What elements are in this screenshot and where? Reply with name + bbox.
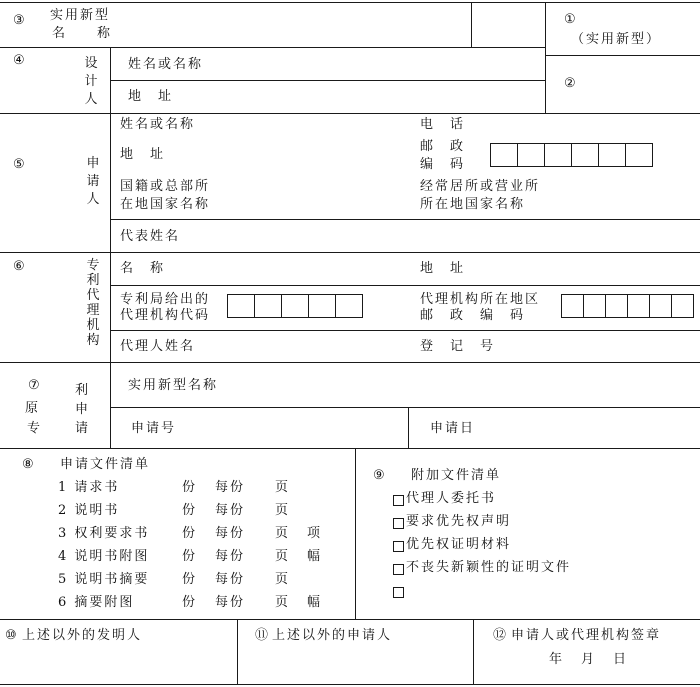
doc-list-item-label: 2 说明书 [58, 503, 120, 518]
agency-region-label-2: 邮 政 编 码 [420, 308, 526, 323]
other-inventors-field[interactable]: 上述以外的发明人 [22, 628, 143, 643]
rule-agency-1 [110, 285, 700, 286]
doc-list-item-pages: 页 [275, 572, 291, 587]
rule-applicant-label [110, 113, 111, 252]
checkbox[interactable] [393, 495, 404, 506]
section7-label-li: 利 [75, 383, 91, 398]
rule-below-applicant [0, 252, 700, 253]
checkbox[interactable] [393, 587, 404, 598]
agency-code-boxes[interactable] [227, 294, 363, 318]
doc-list-item-copies: 份 [182, 572, 198, 587]
doc-list-item-each: 每份 [215, 595, 246, 610]
signature-date[interactable]: 年 月 日 [549, 652, 630, 667]
agency-region-label-1: 代理机构所在地区 [420, 292, 541, 307]
rule-agency-2 [110, 330, 700, 331]
code-divider [335, 295, 336, 317]
applicant-residence-line2: 所在地国家名称 [420, 197, 526, 212]
section8-title: 申请文件清单 [60, 457, 151, 472]
doc-list-item-pages: 页 [275, 503, 291, 518]
agency-postal-code-boxes[interactable] [561, 294, 694, 318]
applicant-nationality-line2: 在地国家名称 [120, 197, 211, 212]
rule-original-label [110, 362, 111, 448]
code-divider [308, 295, 309, 317]
section11-number: ⑪ [255, 628, 269, 643]
doc-list-item-each: 每份 [215, 503, 246, 518]
checkbox[interactable] [393, 541, 404, 552]
doc-list-item-copies: 份 [182, 549, 198, 564]
section7-label-shen: 申 [75, 402, 91, 417]
applicant-nationality-line1: 国籍或总部所 [120, 179, 211, 194]
original-app-number-field[interactable]: 申请号 [131, 421, 177, 436]
agent-name-field[interactable]: 代理人姓名 [120, 339, 196, 354]
applicant-postal-code-boxes[interactable] [490, 143, 653, 167]
doc-list-item-each: 每份 [215, 549, 246, 564]
rule-agency-label [110, 252, 111, 362]
section6-number: ⑥ [13, 259, 25, 274]
agency-code-label-1: 专利局给出的 [120, 292, 211, 307]
section3-label-line1: 实用新型 [50, 8, 111, 23]
postal-divider [605, 295, 606, 317]
section12-number: ⑫ [493, 628, 507, 643]
postal-divider [544, 144, 545, 166]
rule-below-designer [0, 113, 700, 114]
rule-designer-label [110, 47, 111, 113]
doc-list-item-label: 3 权利要求书 [58, 526, 150, 541]
bottom-border [0, 684, 700, 685]
agent-registration-field[interactable]: 登 记 号 [420, 339, 496, 354]
other-applicants-field[interactable]: 上述以外的申请人 [272, 628, 393, 643]
agency-address-field[interactable]: 地 址 [420, 261, 466, 276]
section1-number: ① [564, 12, 576, 27]
applicant-name-field[interactable]: 姓名或名称 [120, 117, 196, 132]
doc-list-item-pages: 页 [275, 480, 291, 495]
designer-address-field[interactable]: 地 址 [128, 89, 174, 104]
doc-list-item-each: 每份 [215, 480, 246, 495]
postal-divider [627, 295, 628, 317]
rule-above-footer [0, 619, 700, 620]
applicant-address-field[interactable]: 地 址 [120, 147, 166, 162]
doc-list-item-pages: 页 [275, 595, 291, 610]
section7-label-qing: 请 [75, 421, 91, 436]
doc-list-item-label: 6 摘要附图 [58, 595, 135, 610]
code-divider [254, 295, 255, 317]
applicant-phone-field[interactable]: 电 话 [420, 117, 466, 132]
rule-footer-split-1 [237, 619, 238, 684]
applicant-representative-field[interactable]: 代表姓名 [120, 229, 181, 244]
section3-label-line2: 名 称 [52, 26, 113, 41]
doc-list-item-copies: 份 [182, 526, 198, 541]
additional-doc-label: 代理人委托书 [406, 491, 497, 506]
applicant-postal-label-1: 邮 政 [420, 139, 466, 154]
rule-original-split [408, 407, 409, 448]
code-divider [281, 295, 282, 317]
rule-box1-bottom [545, 55, 700, 56]
doc-list-item-copies: 份 [182, 480, 198, 495]
original-app-date-field[interactable]: 申请日 [430, 421, 476, 436]
rule-below-title [0, 47, 545, 48]
doc-list-item-copies: 份 [182, 595, 198, 610]
additional-doc-label: 优先权证明材料 [406, 537, 512, 552]
postal-divider [598, 144, 599, 166]
doc-list-item-extra: 项 [307, 526, 323, 541]
postal-divider [625, 144, 626, 166]
doc-list-item-each: 每份 [215, 526, 246, 541]
postal-divider [571, 144, 572, 166]
doc-list-item-extra: 幅 [307, 549, 323, 564]
section5-vertical-label: 申请人 [86, 156, 100, 207]
signature-field[interactable]: 申请人或代理机构签章 [511, 628, 662, 643]
doc-list-item-pages: 页 [275, 549, 291, 564]
postal-divider [671, 295, 672, 317]
section4-number: ④ [13, 53, 25, 68]
section6-vertical-label: 专利代理机构 [86, 258, 100, 348]
section2-number: ② [564, 76, 576, 91]
applicant-residence-line1: 经常居所或营业所 [420, 179, 541, 194]
section10-number: ⑩ [5, 628, 17, 643]
designer-name-field[interactable]: 姓名或名称 [128, 57, 204, 72]
rule-below-agency [0, 362, 700, 363]
additional-doc-label: 要求优先权声明 [406, 514, 512, 529]
postal-divider [517, 144, 518, 166]
section9-number: ⑨ [373, 468, 385, 483]
section9-title: 附加文件清单 [411, 468, 502, 483]
doc-list-item-label: 1 请求书 [58, 480, 120, 495]
section1-text: （实用新型） [571, 32, 662, 47]
applicant-postal-label-2: 编 码 [420, 157, 466, 172]
top-border [0, 2, 700, 3]
postal-divider [649, 295, 650, 317]
doc-list-item-label: 4 说明书附图 [58, 549, 150, 564]
rule-right-column [545, 2, 546, 113]
section5-number: ⑤ [13, 157, 25, 172]
rule-applicant-1 [110, 219, 700, 220]
rule-title-split [471, 2, 472, 47]
agency-code-label-2: 代理机构代码 [120, 308, 211, 323]
agency-name-field[interactable]: 名 称 [120, 261, 166, 276]
checkbox[interactable] [393, 564, 404, 575]
checkbox[interactable] [393, 518, 404, 529]
section7-label-yuan: 原 [25, 401, 41, 416]
doc-list-item-each: 每份 [215, 572, 246, 587]
rule-original-mid [110, 407, 700, 408]
original-model-name-field[interactable]: 实用新型名称 [128, 378, 219, 393]
doc-list-item-pages: 页 [275, 526, 291, 541]
section7-number: ⑦ [28, 378, 40, 393]
section8-number: ⑧ [22, 457, 34, 472]
rule-below-original [0, 448, 700, 449]
doc-list-item-label: 5 说明书摘要 [58, 572, 150, 587]
doc-list-item-copies: 份 [182, 503, 198, 518]
additional-doc-label: 不丧失新颖性的证明文件 [406, 560, 572, 575]
postal-divider [583, 295, 584, 317]
rule-footer-split-2 [473, 619, 474, 684]
rule-designer-mid [110, 80, 545, 81]
doc-list-item-extra: 幅 [307, 595, 323, 610]
section7-label-zhuan: 专 [27, 421, 43, 436]
section4-vertical-label: 设计人 [84, 56, 98, 107]
rule-lists-split [355, 448, 356, 619]
section3-number: ③ [13, 13, 25, 28]
